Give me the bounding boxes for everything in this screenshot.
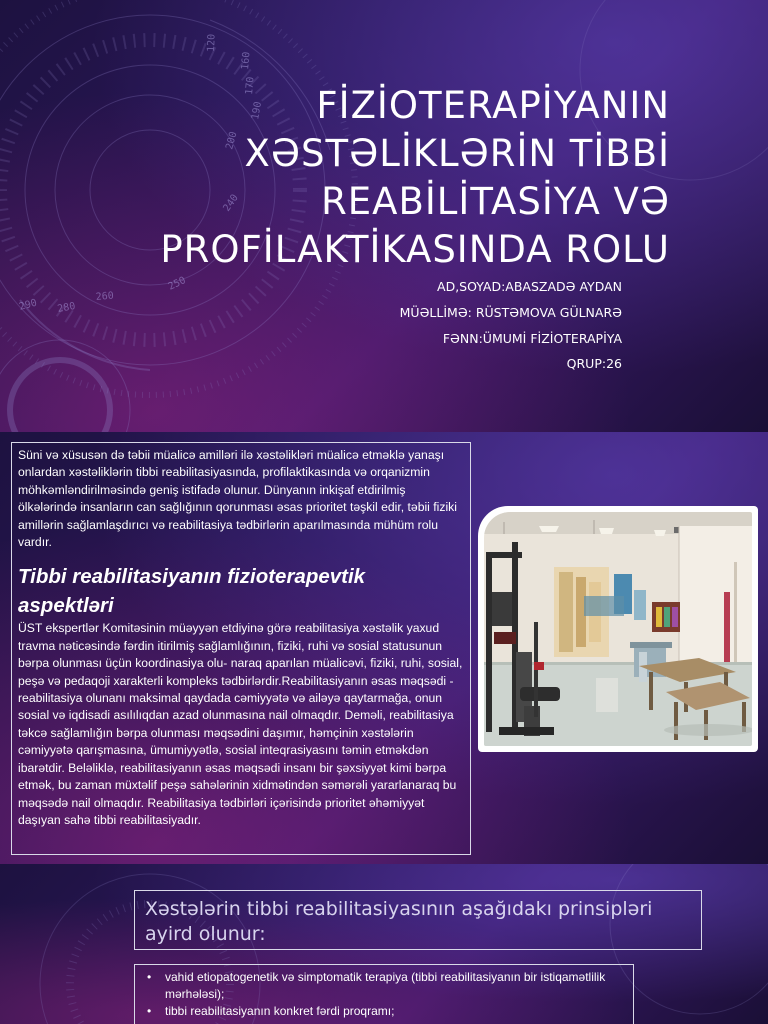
list-item: • tibbi reabilitasiyanın konkret fərdi proqramı;: [143, 1003, 625, 1020]
author-name: AD,SOYAD:ABASZADƏ AYDAN: [437, 279, 622, 294]
dial-number: 170: [244, 76, 257, 96]
content-slide: [0, 432, 768, 864]
content-text-box: [11, 442, 471, 855]
principles-slide: [0, 864, 768, 1024]
dial-number: 200: [224, 130, 240, 151]
rehab-room-photo: [484, 512, 752, 746]
title-line: PROFİLAKTİKASINDA ROLU: [160, 228, 670, 271]
dial-number: 190: [250, 100, 265, 121]
dial-number: 280: [56, 300, 77, 315]
principles-heading: Xəstələrin tibbi reabilitasiyasının aşağıdakı prinsipləri ayird olunur:: [134, 890, 702, 950]
dial-number: 290: [17, 297, 39, 313]
subject-name: FƏNN:ÜMUMİ FİZİOTERAPİYA: [442, 331, 622, 346]
dial-number: 120: [206, 33, 218, 53]
title-slide: [0, 0, 768, 432]
principles-list: [143, 969, 625, 1020]
dial-number: 250: [166, 275, 188, 293]
intro-paragraph: Süni və xüsusən də təbii müalicə amilləri ilə xəstəlikləri müalicə etməklə yanaşı onlardan xəstəliklərin tibbi reabilitasiyasında, profilaktikasında və orqanizmin möhkəmləndirilməsində geniş istifadə olunur. Dünyanın inkişaf etdirilmiş ölkələrində insanların can sağlığının qorunması əsas prioritet təşkil edir, təbii fiziki amillərin sağlamlaşdırıcı və reabilitasiya tədbirlərin aparılmasında mühüm rolu vardır.: [18, 448, 457, 550]
principles-list-box: [134, 964, 634, 1024]
list-item: • vahid etiopatogenetik və simptomatik terapiya (tibbi reabilitasiyanın bir istiqamətlilik mərhələsi);: [143, 969, 625, 1003]
title-line: XƏSTƏLİKLƏRİN TİBBİ: [244, 132, 670, 175]
section-heading: Tibbi reabilitasiyanın fizioterapevtik aspektləri: [18, 565, 366, 618]
dial-number: 240: [221, 192, 241, 214]
rehab-room-photo-frame: [478, 506, 758, 752]
teacher-name: MÜƏLLİMƏ: RÜSTƏMOVA GÜLNARƏ: [399, 305, 622, 320]
group-number: QRUP:26: [566, 356, 622, 371]
dial-number: 260: [95, 290, 115, 303]
title-line: FİZİOTERAPİYANIN: [316, 84, 670, 127]
presentation-title: [150, 82, 670, 274]
title-line: REABİLİTASİYA VƏ: [321, 180, 670, 223]
body-paragraph: ÜST ekspertlər Komitəsinin müəyyən etdiyinə görə reabilitasiya xəstəlik yaxud travma nəticəsində fərdin itirilmiş sağlamlığının, fiziki, ruhi və sosial statusunun bərpa olunması üçün koordinasiya olu- naraq aparılan müalicəvi, fiziki, ruhi, sosial, peşə və pedaqoji xarakterli kompleks tədbirlərdir.Reabilitasiyanın əsas məqsədi - reabilitasiya olunanı maksimal qaydada cəmiyyətə və ailəyə qaytarmağa, onun sosial və iqdisadi asılılıqdan azad olunmasına nail olmaqdır. Deməli, reabilitasiya təkcə sağlamlığın bərpa olunması məqsədini daşımır, həmçinin xəstələrin cəmiyyətə qarışmasına, ümumiyyətlə, sosial inteqrasiyasını təmin etməkdən ibarətdir. Beləliklə, reabilitasiyanın əsas məqsədi insanı bir şəxsiyyət kimi bərpa etmək, bu zaman müxtəlif peşə sahələrinin xidmətindən səmərəli yararlanaraq bu məqsədə nail olmaqdır. Reabilitasiya tədbirləri içərisində prioritet əhəmiyyət daşıyan sahə tibbi reabilitasiyadır.: [18, 621, 463, 827]
dial-number: 160: [240, 51, 253, 71]
